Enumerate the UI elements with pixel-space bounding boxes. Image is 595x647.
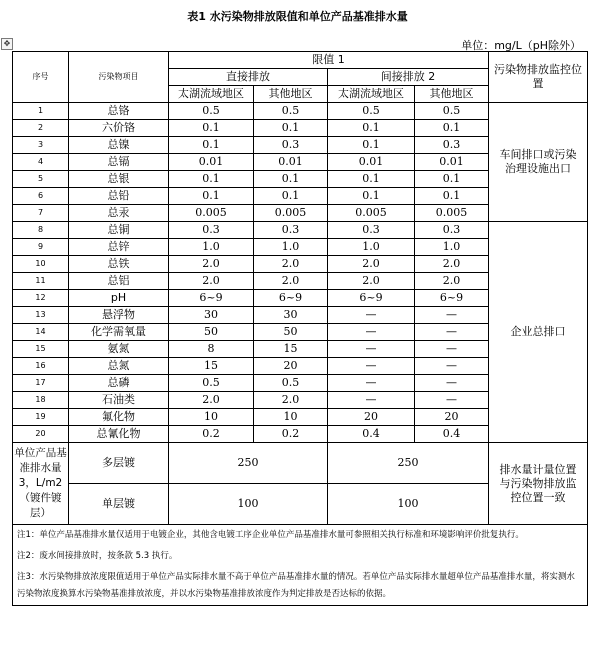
- baseline-single-indirect: 100: [328, 484, 489, 525]
- baseline-single-direct: 100: [169, 484, 328, 525]
- limit-value: 0.3: [169, 222, 254, 239]
- monitor-enterprise: 企业总排口: [489, 222, 588, 443]
- note-text: 注3：水污染物排放浓度限值适用于单位产品实际排水量不高于单位产品基准排水量的情况。若单位产品实际排水量超单位产品基准排水量，将实测水污染物浓度换算水污染物基准排放浓度，并以水污染物基准排放浓度作为判定排放是否达标的依据。: [13, 567, 588, 606]
- note-row: [13, 567, 588, 606]
- baseline-label: 单位产品基准排水量 3，L/m2（镀件镀层）: [13, 443, 69, 525]
- pollutant-name: 总铅: [69, 188, 169, 205]
- limit-value: 1.0: [169, 239, 254, 256]
- limit-value: —: [328, 307, 415, 324]
- limit-value: 6~9: [254, 290, 328, 307]
- header-direct-other: 其他地区: [254, 86, 328, 103]
- limit-value: —: [328, 375, 415, 392]
- row-number: 14: [13, 324, 69, 341]
- header-indirect: 间接排放 2: [328, 69, 489, 86]
- pollutant-name: 总铬: [69, 103, 169, 120]
- limit-value: 2.0: [415, 256, 489, 273]
- limit-value: —: [415, 324, 489, 341]
- limit-value: —: [328, 324, 415, 341]
- limit-value: 0.005: [169, 205, 254, 222]
- limit-value: —: [415, 392, 489, 409]
- pollutant-name: 总铝: [69, 273, 169, 290]
- row-number: 6: [13, 188, 69, 205]
- row-number: 1: [13, 103, 69, 120]
- pollutant-name: 化学需氧量: [69, 324, 169, 341]
- limit-value: 0.1: [328, 137, 415, 154]
- row-number: 12: [13, 290, 69, 307]
- row-number: 2: [13, 120, 69, 137]
- baseline-monitor: 排水量计量位置与污染物排放监控位置一致: [489, 443, 588, 525]
- row-number: 4: [13, 154, 69, 171]
- limit-value: 0.005: [254, 205, 328, 222]
- limit-value: 0.5: [415, 103, 489, 120]
- limit-value: 2.0: [328, 273, 415, 290]
- row-number: 18: [13, 392, 69, 409]
- limit-value: 0.4: [415, 426, 489, 443]
- limit-value: 0.005: [415, 205, 489, 222]
- header-item: 污染物项目: [69, 52, 169, 103]
- limit-value: 50: [254, 324, 328, 341]
- limit-value: —: [415, 341, 489, 358]
- limit-value: 2.0: [415, 273, 489, 290]
- limit-value: 0.1: [415, 120, 489, 137]
- limit-value: 30: [169, 307, 254, 324]
- note-row: [13, 546, 588, 567]
- baseline-single-label: 单层镀: [69, 484, 169, 525]
- pollutant-name: 六价铬: [69, 120, 169, 137]
- limit-value: 2.0: [254, 256, 328, 273]
- row-number: 3: [13, 137, 69, 154]
- row-number: 10: [13, 256, 69, 273]
- pollutant-name: 总锌: [69, 239, 169, 256]
- row-number: 15: [13, 341, 69, 358]
- limit-value: 0.3: [415, 222, 489, 239]
- limit-value: 2.0: [328, 256, 415, 273]
- limit-value: 0.1: [254, 188, 328, 205]
- limit-value: 6~9: [415, 290, 489, 307]
- note-row: [13, 525, 588, 547]
- limit-value: 15: [169, 358, 254, 375]
- limit-value: 50: [169, 324, 254, 341]
- limit-value: 0.2: [254, 426, 328, 443]
- limit-value: 0.1: [169, 171, 254, 188]
- limit-value: 0.5: [254, 375, 328, 392]
- limit-value: 0.01: [328, 154, 415, 171]
- header-seq: 序号: [13, 52, 69, 103]
- pollutant-name: 氟化物: [69, 409, 169, 426]
- limit-value: 0.1: [328, 188, 415, 205]
- limit-value: 0.2: [169, 426, 254, 443]
- row-number: 13: [13, 307, 69, 324]
- row-number: 8: [13, 222, 69, 239]
- note-text: 注2：废水间接排放时，按条款 5.3 执行。: [13, 546, 588, 567]
- header-monitor: 污染物排放监控位置: [489, 52, 588, 103]
- limit-value: 0.1: [328, 120, 415, 137]
- limit-value: 0.01: [254, 154, 328, 171]
- limit-value: 0.1: [415, 171, 489, 188]
- unit-label: 单位：mg/L（pH除外）: [461, 39, 581, 52]
- baseline-row-multi: [13, 443, 588, 484]
- limit-value: 0.3: [415, 137, 489, 154]
- limit-value: 20: [254, 358, 328, 375]
- limit-value: 2.0: [254, 392, 328, 409]
- limit-value: —: [328, 341, 415, 358]
- pollutant-name: 石油类: [69, 392, 169, 409]
- pollutant-name: 总铁: [69, 256, 169, 273]
- limit-value: —: [415, 307, 489, 324]
- header-direct-taihu: 太湖流域地区: [169, 86, 254, 103]
- limit-value: 0.4: [328, 426, 415, 443]
- row-number: 20: [13, 426, 69, 443]
- header-limit: 限值 1: [169, 52, 489, 69]
- header-indirect-other: 其他地区: [415, 86, 489, 103]
- limit-value: 0.5: [169, 103, 254, 120]
- limit-value: 0.01: [169, 154, 254, 171]
- row-number: 9: [13, 239, 69, 256]
- limit-value: 0.1: [169, 120, 254, 137]
- limit-value: 2.0: [169, 256, 254, 273]
- limit-value: 0.1: [415, 188, 489, 205]
- limit-value: —: [415, 375, 489, 392]
- limit-value: 0.3: [328, 222, 415, 239]
- table-caption: 表1 水污染物排放限值和单位产品基准排水量: [187, 10, 408, 23]
- pollutant-name: 悬浮物: [69, 307, 169, 324]
- limit-value: 0.5: [169, 375, 254, 392]
- limit-value: —: [328, 358, 415, 375]
- limit-value: 10: [169, 409, 254, 426]
- row-number: 16: [13, 358, 69, 375]
- header-indirect-taihu: 太湖流域地区: [328, 86, 415, 103]
- limit-value: 2.0: [254, 273, 328, 290]
- row-number: 5: [13, 171, 69, 188]
- limit-value: 0.1: [254, 120, 328, 137]
- pollutant-name: 总汞: [69, 205, 169, 222]
- row-number: 17: [13, 375, 69, 392]
- limit-value: 6~9: [328, 290, 415, 307]
- limit-value: 8: [169, 341, 254, 358]
- pollutant-name: 总银: [69, 171, 169, 188]
- baseline-multi-indirect: 250: [328, 443, 489, 484]
- table-row: [13, 222, 588, 239]
- limit-value: 0.1: [169, 188, 254, 205]
- limit-value: 0.01: [415, 154, 489, 171]
- limit-value: 1.0: [415, 239, 489, 256]
- pollutant-name: 总镉: [69, 154, 169, 171]
- baseline-multi-direct: 250: [169, 443, 328, 484]
- limit-value: 0.5: [254, 103, 328, 120]
- note-text: 注1：单位产品基准排水量仅适用于电镀企业，其他含电镀工序企业单位产品基准排水量可参照相关执行标准和环境影响评价批复执行。: [13, 525, 588, 547]
- limit-value: 2.0: [169, 273, 254, 290]
- limit-value: 30: [254, 307, 328, 324]
- limit-value: 15: [254, 341, 328, 358]
- row-number: 19: [13, 409, 69, 426]
- limit-value: 1.0: [254, 239, 328, 256]
- table-row: [13, 103, 588, 120]
- baseline-multi-label: 多层镀: [69, 443, 169, 484]
- limit-value: —: [328, 392, 415, 409]
- limit-value: 0.1: [254, 171, 328, 188]
- pollutant-name: 总磷: [69, 375, 169, 392]
- header-row-1: [13, 52, 588, 69]
- limit-value: 0.1: [169, 137, 254, 154]
- limit-value: 1.0: [328, 239, 415, 256]
- limit-value: —: [415, 358, 489, 375]
- limit-value: 0.3: [254, 222, 328, 239]
- pollutant-name: 总氮: [69, 358, 169, 375]
- pollutant-name: 氨氮: [69, 341, 169, 358]
- limit-value: 0.5: [328, 103, 415, 120]
- limit-value: 20: [328, 409, 415, 426]
- row-number: 7: [13, 205, 69, 222]
- monitor-workshop: 车间排口或污染治理设施出口: [489, 103, 588, 222]
- emission-limits-table: [12, 51, 588, 606]
- header-direct: 直接排放: [169, 69, 328, 86]
- limit-value: 0.3: [254, 137, 328, 154]
- pollutant-name: 总氰化物: [69, 426, 169, 443]
- row-number: 11: [13, 273, 69, 290]
- limit-value: 0.005: [328, 205, 415, 222]
- limit-value: 0.1: [328, 171, 415, 188]
- pollutant-name: pH: [69, 290, 169, 307]
- pollutant-name: 总镍: [69, 137, 169, 154]
- table-move-handle-icon[interactable]: ✥: [1, 38, 13, 50]
- limit-value: 6~9: [169, 290, 254, 307]
- pollutant-name: 总铜: [69, 222, 169, 239]
- limit-value: 20: [415, 409, 489, 426]
- limit-value: 10: [254, 409, 328, 426]
- limit-value: 2.0: [169, 392, 254, 409]
